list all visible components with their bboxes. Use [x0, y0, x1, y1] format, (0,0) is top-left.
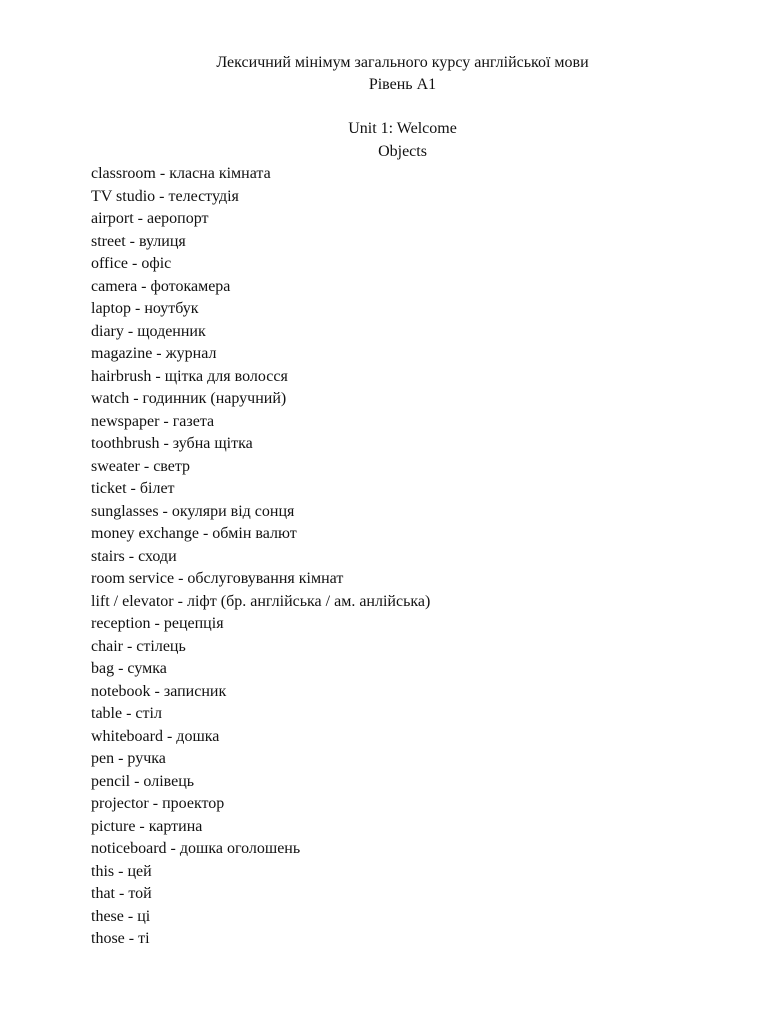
vocabulary-item: notebook - записник [91, 682, 227, 700]
vocabulary-item: projector - проектор [91, 795, 225, 812]
vocabulary-item: stairs - сходи [91, 547, 177, 565]
vocabulary-item: reception - рецепція [91, 615, 224, 632]
document-title: Лексичний мінімум загального курсу англійської мови [216, 54, 589, 71]
vocabulary-item: camera - фотокамера [91, 277, 231, 295]
vocabulary-item: classroom - класна кімната [91, 165, 271, 182]
vocabulary-item: whiteboard - дошка [91, 727, 220, 745]
vocabulary-item: office - офіс [91, 255, 172, 272]
unit-heading: Unit 1: Welcome [348, 120, 457, 137]
vocabulary-item: toothbrush - зубна щітка [91, 435, 253, 452]
vocabulary-item: TV studio - телестудія [91, 187, 239, 205]
vocabulary-item: table - стіл [91, 705, 162, 722]
vocabulary-item: laptop - ноутбук [91, 300, 199, 317]
section-heading: Objects [378, 143, 427, 160]
level-heading: Рівень А1 [368, 76, 437, 93]
vocabulary-item: picture - картина [91, 817, 203, 835]
vocabulary-item: sunglasses - окуляри від сонця [91, 502, 295, 520]
vocabulary-item: that - той [91, 885, 152, 902]
vocabulary-item: noticeboard - дошка оголошень [91, 840, 301, 857]
vocabulary-item: pen - ручка [91, 750, 166, 767]
vocabulary-item: newspaper - газета [91, 412, 215, 430]
vocabulary-item: magazine - журнал [91, 345, 217, 362]
vocabulary-item: street - вулиця [91, 232, 186, 250]
vocabulary-item: money exchange - обмін валют [91, 525, 297, 542]
vocabulary-item: watch - годинник (наручний) [91, 390, 287, 407]
vocabulary-item: lift / elevator - ліфт (бр. англійська / ам. анлійська) [91, 592, 431, 610]
vocabulary-item: sweater - светр [91, 457, 191, 475]
vocabulary-item: room service - обслуговування кімнат [91, 570, 344, 587]
vocabulary-item: bag - сумка [91, 660, 167, 677]
vocabulary-item: chair - стілець [91, 637, 186, 655]
vocabulary-item: pencil - олівець [91, 772, 195, 790]
vocabulary-item: those - ті [91, 930, 150, 947]
vocabulary-item: these - ці [91, 907, 151, 925]
vocabulary-item: airport - аеропорт [91, 210, 209, 227]
vocabulary-item: diary - щоденник [91, 322, 206, 340]
vocabulary-item: ticket - білет [91, 480, 175, 497]
vocabulary-item: hairbrush - щітка для волосся [91, 367, 288, 385]
vocabulary-item: this - цей [91, 862, 152, 880]
vocabulary-list [91, 163, 430, 951]
